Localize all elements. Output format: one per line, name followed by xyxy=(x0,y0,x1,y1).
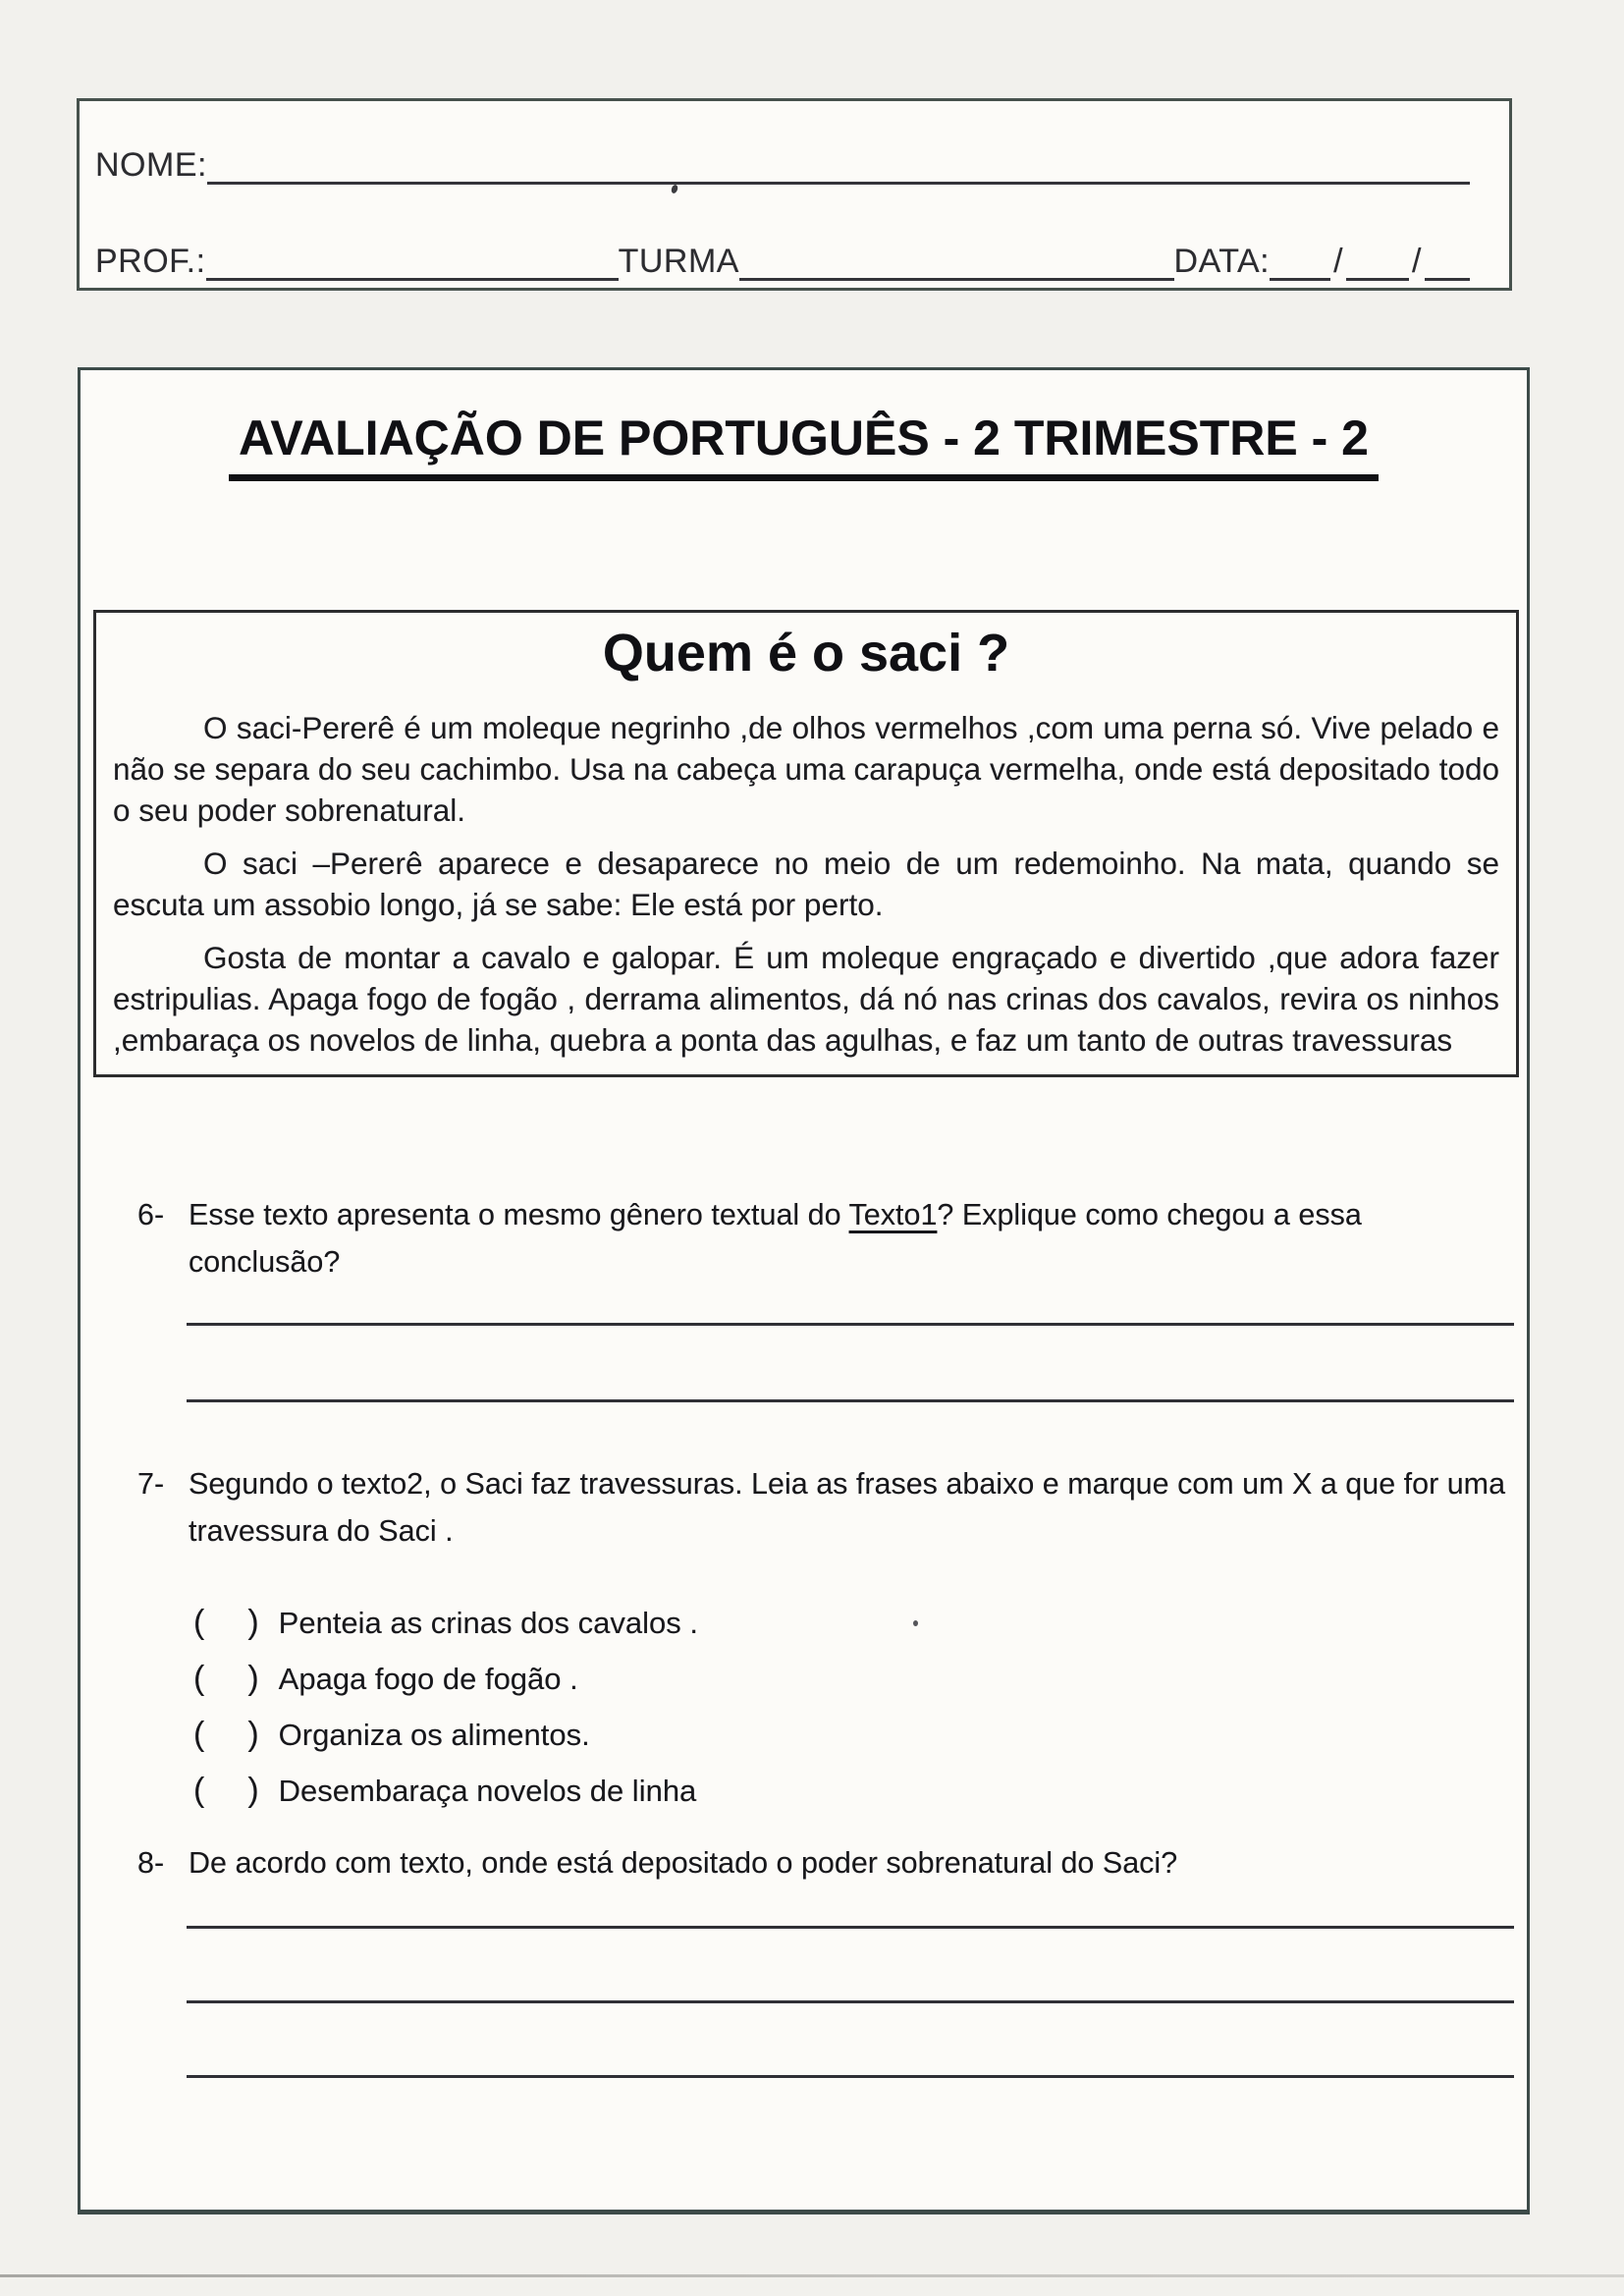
option-label: Organiza os alimentos. xyxy=(278,1718,590,1752)
option-row xyxy=(193,1772,698,1828)
exam-body-box xyxy=(78,367,1530,2214)
nome-row xyxy=(95,146,1470,185)
nome-label: NOME: xyxy=(95,146,207,184)
data-label: DATA: xyxy=(1173,243,1271,280)
option-row xyxy=(193,1604,698,1660)
paren-close: ) xyxy=(247,1716,259,1753)
answer-line[interactable] xyxy=(187,1399,1514,1402)
exam-title-wrap xyxy=(81,410,1527,481)
paren-close: ) xyxy=(247,1604,259,1641)
option-label: Apaga fogo de fogão . xyxy=(278,1662,578,1696)
passage-paragraph: O saci –Pererê aparece e desaparece no meio de um redemoinho. Na mata, quando se escuta um assobio longo, já se sabe: Ele está por perto. xyxy=(113,846,1499,922)
question-7-options xyxy=(193,1604,698,1828)
answer-line[interactable] xyxy=(187,1926,1514,1929)
option-label: Desembaraça novelos de linha xyxy=(278,1774,697,1808)
question-7-text: Segundo o texto2, o Saci faz travessuras. Leia as frases abaixo e marque com um X a que for uma travessura do Saci . xyxy=(189,1467,1506,1548)
paren-open: ( xyxy=(193,1604,205,1641)
paren-open: ( xyxy=(193,1716,205,1753)
scan-edge-line xyxy=(0,2274,1624,2277)
checkbox-field[interactable] xyxy=(193,1604,259,1642)
passage-paragraph: O saci-Pererê é um moleque negrinho ,de olhos vermelhos ,com uma perna só. Vive pelado e não se separa do seu cachimbo. Usa na cabeça uma carapuça vermelha, onde está depositado todo o seu poder sobrenatural. xyxy=(113,710,1499,828)
prof-field[interactable] xyxy=(206,270,619,281)
passage-title: Quem é o saci ? xyxy=(602,624,1010,683)
date-month-field[interactable] xyxy=(1346,270,1409,281)
turma-label: TURMA xyxy=(618,243,739,280)
checkbox-field[interactable] xyxy=(193,1660,259,1698)
turma-field[interactable] xyxy=(739,270,1174,281)
prof-row xyxy=(95,243,1470,281)
reading-passage-box xyxy=(93,610,1519,1077)
question-6-text-after: ? Explique como chegou a essa conclusão? xyxy=(189,1198,1362,1279)
student-info-box xyxy=(77,98,1512,291)
answer-line[interactable] xyxy=(187,1323,1514,1326)
option-row xyxy=(193,1716,698,1772)
date-day-field[interactable] xyxy=(1270,270,1330,281)
answer-line[interactable] xyxy=(187,2000,1514,2003)
question-6-text-before: Esse texto apresenta o mesmo gênero textual do xyxy=(189,1198,849,1231)
paren-open: ( xyxy=(193,1772,205,1809)
question-8 xyxy=(137,1839,1509,1886)
scan-artifact-dot xyxy=(913,1620,918,1626)
nome-field[interactable] xyxy=(207,174,1470,185)
question-8-text: De acordo com texto, onde está depositado o poder sobrenatural do Saci? xyxy=(189,1846,1178,1880)
question-6 xyxy=(137,1191,1509,1285)
question-8-number: 8- xyxy=(137,1846,165,1880)
question-7 xyxy=(137,1460,1509,1555)
date-separator: / xyxy=(1333,243,1344,280)
paren-open: ( xyxy=(193,1660,205,1697)
prof-label: PROF.: xyxy=(95,243,206,280)
texto1-reference: Texto1 xyxy=(848,1198,938,1231)
option-label: Penteia as crinas dos cavalos . xyxy=(278,1606,698,1640)
question-7-number: 7- xyxy=(137,1467,165,1501)
paren-close: ) xyxy=(247,1660,259,1697)
date-year-field[interactable] xyxy=(1425,270,1470,281)
date-separator: / xyxy=(1412,243,1422,280)
option-row xyxy=(193,1660,698,1716)
paren-close: ) xyxy=(247,1772,259,1809)
question-6-text xyxy=(189,1191,1509,1285)
checkbox-field[interactable] xyxy=(193,1772,259,1810)
exam-title: AVALIAÇÃO DE PORTUGUÊS - 2 TRIMESTRE - 2 xyxy=(229,410,1379,481)
question-6-number: 6- xyxy=(137,1198,165,1231)
passage-paragraph: Gosta de montar a cavalo e galopar. É um moleque engraçado e divertido ,que adora fazer estripulias. Apaga fogo de fogão , derrama alimentos, dá nó nas crinas dos cavalos, revira os ninhos ,embaraça os novelos de linha, quebra a ponta das agulhas, e faz um tanto de outras travessuras xyxy=(113,940,1499,1058)
checkbox-field[interactable] xyxy=(193,1716,259,1754)
answer-line[interactable] xyxy=(187,2075,1514,2078)
